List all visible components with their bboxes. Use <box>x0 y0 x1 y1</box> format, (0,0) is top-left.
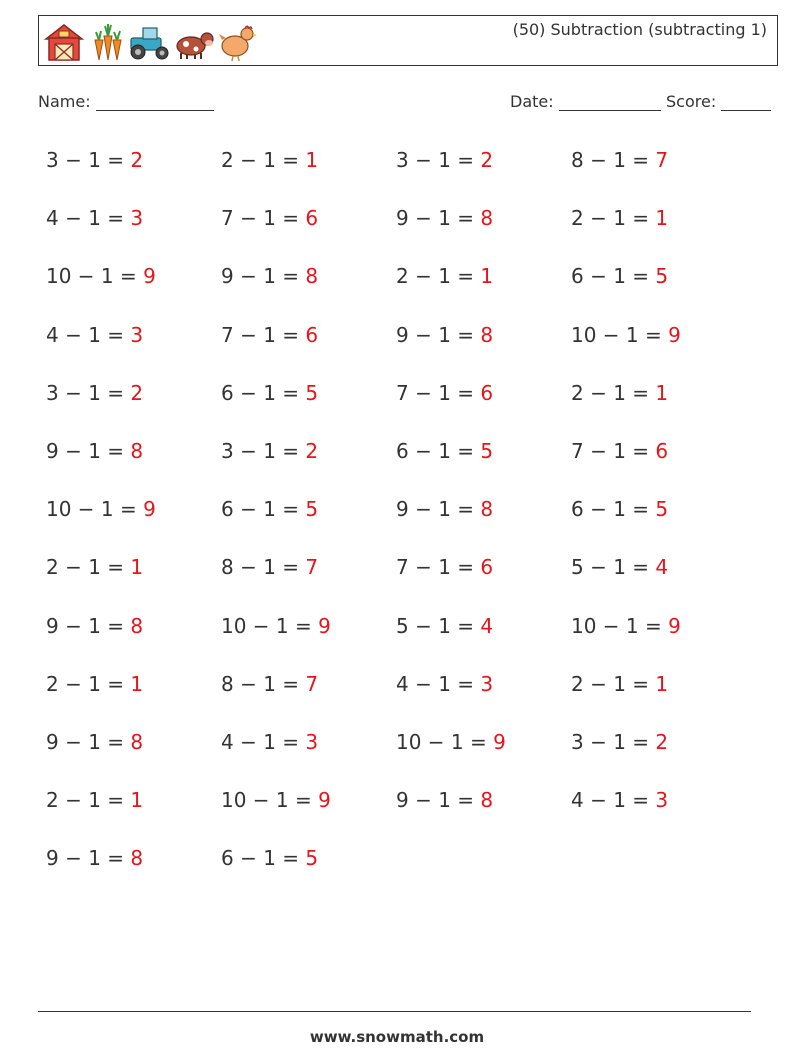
problem-answer: 2 <box>480 148 494 172</box>
problem-item <box>46 555 143 579</box>
problem-answer: 6 <box>480 381 494 405</box>
problem-item <box>396 264 493 288</box>
problem-question: 5 − 1 = <box>396 614 475 638</box>
problem-answer: 9 <box>318 614 331 638</box>
carrots-icon <box>87 22 125 62</box>
problem-answer: 7 <box>305 672 319 696</box>
problem-item <box>396 672 493 696</box>
problem-answer: 1 <box>130 788 144 812</box>
problem-question: 4 − 1 = <box>571 788 650 812</box>
problem-answer: 8 <box>130 439 144 463</box>
footer-site: www.snowmath.com <box>309 1028 485 1046</box>
problem-answer: 8 <box>480 206 494 230</box>
score-blank <box>721 94 771 111</box>
problem-item <box>221 323 318 347</box>
score-label: Score: <box>666 92 717 111</box>
problem-answer: 1 <box>655 206 669 230</box>
problem-question: 9 − 1 = <box>46 846 125 870</box>
problem-answer: 5 <box>655 264 669 288</box>
problem-answer: 1 <box>130 672 144 696</box>
problem-answer: 3 <box>305 730 319 754</box>
problem-item <box>221 206 318 230</box>
date-label: Date: <box>510 92 554 111</box>
problem-item <box>221 439 318 463</box>
problem-item <box>221 614 331 638</box>
problem-item <box>221 497 318 521</box>
problem-answer: 8 <box>130 614 144 638</box>
problem-question: 10 − 1 = <box>221 788 312 812</box>
problem-answer: 7 <box>655 148 669 172</box>
problem-item <box>221 788 331 812</box>
problem-answer: 8 <box>130 846 144 870</box>
hen-icon <box>217 22 259 62</box>
problem-answer: 1 <box>655 672 669 696</box>
problem-question: 10 − 1 = <box>221 614 312 638</box>
problem-item <box>221 381 318 405</box>
worksheet-header <box>38 15 778 66</box>
problem-question: 4 − 1 = <box>46 206 125 230</box>
problem-question: 2 − 1 = <box>46 555 125 579</box>
problem-item <box>46 497 156 521</box>
problem-question: 2 − 1 = <box>221 148 300 172</box>
problem-question: 8 − 1 = <box>571 148 650 172</box>
problem-item <box>46 264 156 288</box>
header-icons <box>43 22 259 62</box>
problem-question: 8 − 1 = <box>221 672 300 696</box>
problem-item <box>571 788 668 812</box>
problem-answer: 4 <box>655 555 669 579</box>
problem-question: 6 − 1 = <box>396 439 475 463</box>
problem-item <box>396 206 493 230</box>
date-blank <box>559 94 661 111</box>
problem-question: 9 − 1 = <box>396 788 475 812</box>
problem-answer: 7 <box>305 555 319 579</box>
problem-item <box>571 148 668 172</box>
cow-icon <box>173 22 215 62</box>
problem-answer: 1 <box>480 264 494 288</box>
problem-item <box>396 730 506 754</box>
problem-answer: 5 <box>655 497 669 521</box>
problem-answer: 8 <box>305 264 319 288</box>
problem-item <box>571 555 668 579</box>
problem-question: 7 − 1 = <box>571 439 650 463</box>
problem-question: 3 − 1 = <box>221 439 300 463</box>
problem-answer: 5 <box>480 439 494 463</box>
problem-question: 4 − 1 = <box>46 323 125 347</box>
problem-item <box>396 497 493 521</box>
problem-question: 7 − 1 = <box>396 381 475 405</box>
problem-answer: 9 <box>143 264 156 288</box>
problem-question: 10 − 1 = <box>46 264 137 288</box>
problem-answer: 8 <box>130 730 144 754</box>
problem-answer: 6 <box>305 206 319 230</box>
problem-answer: 8 <box>480 323 494 347</box>
problem-question: 6 − 1 = <box>221 497 300 521</box>
problem-answer: 5 <box>305 381 319 405</box>
problem-question: 5 − 1 = <box>571 555 650 579</box>
problem-answer: 1 <box>130 555 144 579</box>
problem-answer: 3 <box>480 672 494 696</box>
problem-question: 2 − 1 = <box>571 206 650 230</box>
problem-question: 8 − 1 = <box>221 555 300 579</box>
problem-answer: 3 <box>130 323 144 347</box>
name-field <box>38 92 214 111</box>
date-field <box>510 92 661 111</box>
tractor-icon <box>127 22 171 62</box>
problem-item <box>571 206 668 230</box>
problem-answer: 6 <box>655 439 669 463</box>
problem-item <box>221 730 318 754</box>
problem-item <box>221 555 318 579</box>
problem-item <box>571 439 668 463</box>
problem-item <box>221 846 318 870</box>
problem-item <box>46 381 143 405</box>
problem-question: 2 − 1 = <box>571 381 650 405</box>
problem-question: 10 − 1 = <box>46 497 137 521</box>
problem-item <box>396 788 493 812</box>
problem-item <box>46 730 143 754</box>
problem-item <box>221 264 318 288</box>
problem-question: 9 − 1 = <box>396 323 475 347</box>
barn-icon <box>43 22 85 62</box>
problem-question: 7 − 1 = <box>396 555 475 579</box>
problem-item <box>571 497 668 521</box>
problem-question: 6 − 1 = <box>571 264 650 288</box>
problem-question: 3 − 1 = <box>46 381 125 405</box>
problem-item <box>396 381 493 405</box>
problem-question: 9 − 1 = <box>396 206 475 230</box>
problem-answer: 6 <box>305 323 319 347</box>
problem-question: 2 − 1 = <box>571 672 650 696</box>
footer-divider <box>38 1011 751 1012</box>
problem-item <box>46 323 143 347</box>
problem-question: 10 − 1 = <box>571 323 662 347</box>
problem-answer: 3 <box>130 206 144 230</box>
name-label: Name: <box>38 92 91 111</box>
problem-item <box>396 614 493 638</box>
problem-item <box>571 672 668 696</box>
problem-item <box>571 730 668 754</box>
problem-question: 6 − 1 = <box>221 846 300 870</box>
problem-question: 9 − 1 = <box>221 264 300 288</box>
problem-question: 2 − 1 = <box>396 264 475 288</box>
problem-item <box>396 555 493 579</box>
problem-answer: 1 <box>305 148 319 172</box>
problem-answer: 9 <box>318 788 331 812</box>
problem-item <box>46 672 143 696</box>
problem-item <box>571 323 681 347</box>
problem-answer: 9 <box>668 614 681 638</box>
problem-answer: 2 <box>655 730 669 754</box>
problem-question: 3 − 1 = <box>571 730 650 754</box>
problem-item <box>46 206 143 230</box>
problem-answer: 2 <box>305 439 319 463</box>
problem-answer: 8 <box>480 497 494 521</box>
problem-answer: 3 <box>655 788 669 812</box>
problem-item <box>571 264 668 288</box>
problem-item <box>46 148 143 172</box>
problem-question: 3 − 1 = <box>46 148 125 172</box>
problem-question: 4 − 1 = <box>396 672 475 696</box>
problem-item <box>571 614 681 638</box>
problem-question: 6 − 1 = <box>571 497 650 521</box>
problem-item <box>571 381 668 405</box>
problem-question: 4 − 1 = <box>221 730 300 754</box>
problem-answer: 2 <box>130 148 144 172</box>
problem-question: 9 − 1 = <box>46 730 125 754</box>
problem-question: 3 − 1 = <box>396 148 475 172</box>
problem-item <box>46 788 143 812</box>
problem-question: 7 − 1 = <box>221 323 300 347</box>
problem-answer: 5 <box>305 846 319 870</box>
problem-answer: 9 <box>668 323 681 347</box>
problem-answer: 2 <box>130 381 144 405</box>
problem-question: 10 − 1 = <box>396 730 487 754</box>
problem-item <box>46 439 143 463</box>
problem-item <box>221 148 318 172</box>
name-blank <box>96 94 214 111</box>
problem-question: 9 − 1 = <box>396 497 475 521</box>
problem-item <box>396 323 493 347</box>
problem-answer: 1 <box>655 381 669 405</box>
problem-item <box>396 439 493 463</box>
problem-item <box>46 614 143 638</box>
problem-item <box>221 672 318 696</box>
worksheet-title: (50) Subtraction (subtracting 1) <box>512 20 767 39</box>
problem-question: 9 − 1 = <box>46 614 125 638</box>
problem-answer: 4 <box>480 614 494 638</box>
problem-answer: 9 <box>493 730 506 754</box>
problem-answer: 8 <box>480 788 494 812</box>
problem-question: 9 − 1 = <box>46 439 125 463</box>
problem-question: 10 − 1 = <box>571 614 662 638</box>
problem-question: 2 − 1 = <box>46 672 125 696</box>
score-field <box>666 92 771 111</box>
problem-item <box>46 846 143 870</box>
problem-question: 6 − 1 = <box>221 381 300 405</box>
problem-question: 7 − 1 = <box>221 206 300 230</box>
problem-item <box>396 148 493 172</box>
problem-answer: 6 <box>480 555 494 579</box>
problem-answer: 5 <box>305 497 319 521</box>
problem-question: 2 − 1 = <box>46 788 125 812</box>
problem-answer: 9 <box>143 497 156 521</box>
